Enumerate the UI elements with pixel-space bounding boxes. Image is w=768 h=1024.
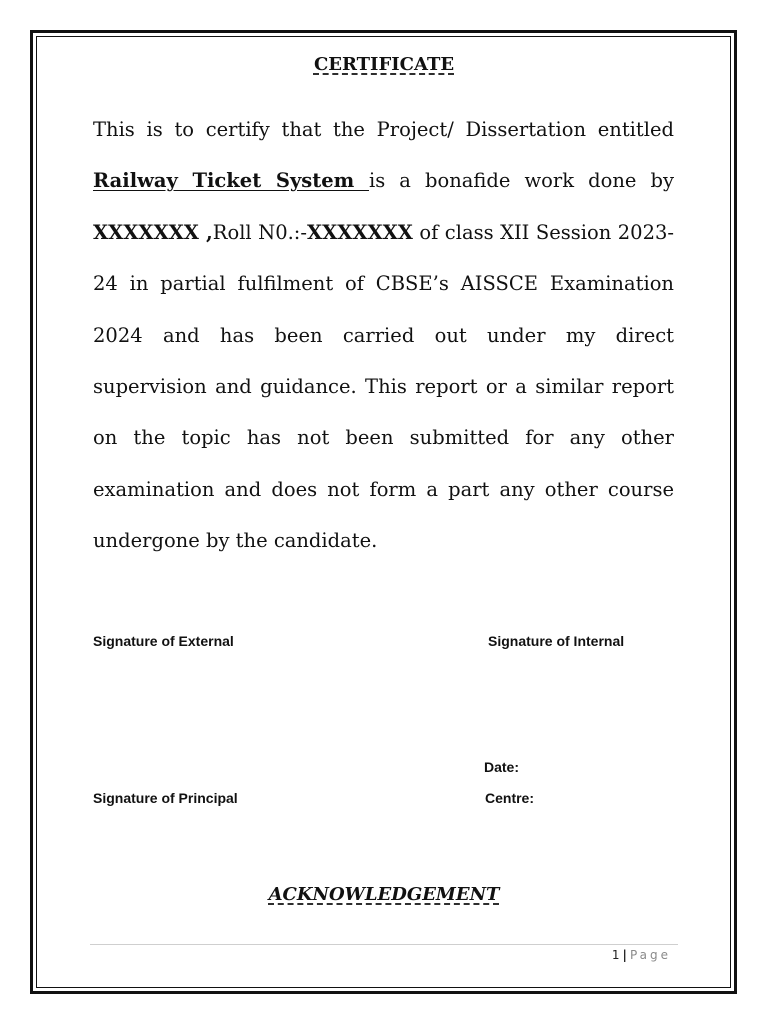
date-label: Date: <box>484 759 520 775</box>
signature-principal: Signature of Principal <box>93 790 238 806</box>
body-intro: This is to certify that the Project/ Dissertation entitled <box>93 118 674 141</box>
page-footer <box>612 948 671 962</box>
project-title: Railway Ticket System <box>93 169 369 193</box>
centre-label: Centre: <box>485 790 535 806</box>
certificate-title: CERTIFICATE <box>313 54 455 75</box>
footer-separator: | <box>622 948 627 962</box>
certificate-body <box>93 104 674 567</box>
body-bonafide: is a bonafide work done by <box>368 169 674 193</box>
signature-external: Signature of External <box>93 633 234 649</box>
roll-number: XXXXXXX <box>306 220 413 244</box>
body-rest: of class XII Session 2023-24 in partial fulfilment of CBSE’s AISSCE Examination 2024 and has been carried out under my direct supervision and guidance. This report or a similar report on the topic has not been submitted for any other examination and does not form a part any other course undergone by the candidate. <box>93 220 674 553</box>
roll-label: Roll N0.:- <box>212 220 307 244</box>
page-label: Page <box>629 948 671 962</box>
student-name: XXXXXXX , <box>93 220 213 244</box>
acknowledgement-heading: ACKNOWLEDGEMENT <box>268 884 500 905</box>
footer-divider <box>90 944 678 945</box>
signature-internal: Signature of Internal <box>488 633 625 649</box>
page-number: 1 <box>611 948 620 962</box>
